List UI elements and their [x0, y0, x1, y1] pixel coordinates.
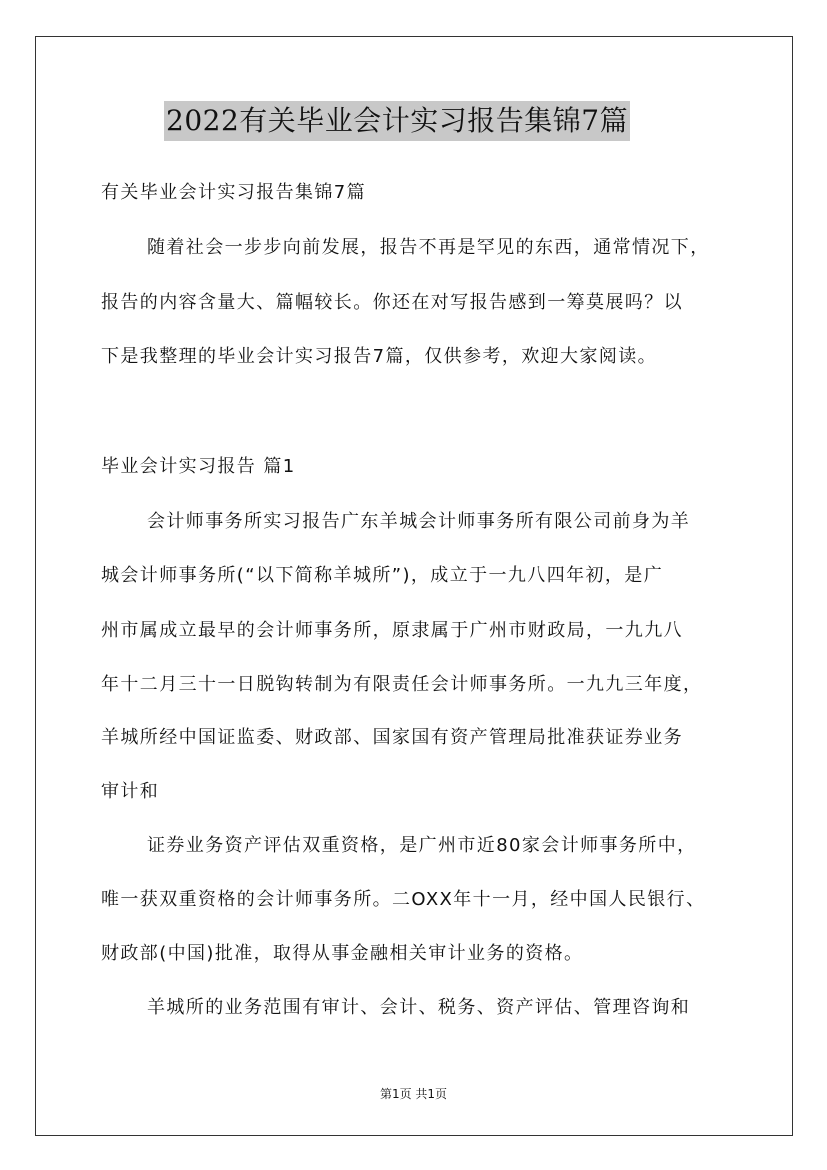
intro-line-2: 报告的内容含量大、篇幅较长。你还在对写报告感到一筹莫展吗？以	[101, 292, 683, 313]
document-title: 2022有关毕业会计实习报告集锦7篇	[164, 101, 630, 141]
paragraph-1-line-3: 州市属成立最早的会计师事务所，原隶属于广州市财政局，一九九八	[101, 620, 683, 641]
intro-line-1: 随着社会一步步向前发展，报告不再是罕见的东西，通常情况下，	[147, 237, 710, 258]
paragraph-1-line-6: 审计和	[101, 781, 160, 802]
paragraph-3-line-1: 羊城所的业务范围有审计、会计、税务、资产评估、管理咨询和	[147, 997, 691, 1018]
page-footer: 第1页 共1页	[379, 1087, 448, 1101]
paragraph-1-line-4: 年十二月三十一日脱钩转制为有限责任会计师事务所。一九九三年度，	[101, 674, 703, 695]
paragraph-1-line-1: 会计师事务所实习报告广东羊城会计师事务所有限公司前身为羊	[147, 511, 691, 532]
paragraph-2-line-2: 唯一获双重资格的会计师事务所。二OXX年十一月，经中国人民银行、	[101, 889, 706, 910]
intro-line-3: 下是我整理的毕业会计实习报告7篇，仅供参考，欢迎大家阅读。	[101, 346, 658, 367]
paragraph-1-line-5: 羊城所经中国证监委、财政部、国家国有资产管理局批准获证券业务	[101, 727, 683, 748]
paragraph-1-line-2: 城会计师事务所(“以下简称羊城所”)，成立于一九八四年初，是广	[101, 565, 664, 586]
paragraph-2-line-3: 财政部(中国)批准，取得从事金融相关审计业务的资格。	[101, 943, 584, 964]
section-heading: 毕业会计实习报告 篇1	[101, 456, 296, 477]
document-subtitle: 有关毕业会计实习报告集锦7篇	[101, 182, 367, 203]
paragraph-2-line-1: 证券业务资产评估双重资格，是广州市近80家会计师事务所中，	[147, 835, 697, 856]
